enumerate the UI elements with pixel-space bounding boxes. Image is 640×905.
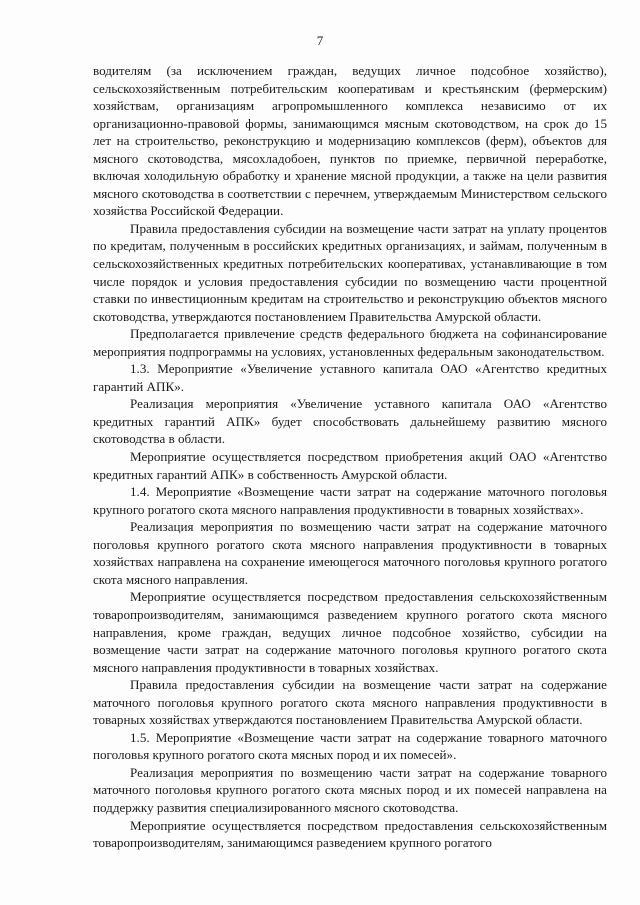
paragraph-measure-1-4-rules: Правила предоставления субсидии на возмещение части затрат на содержание маточного поголовья крупного рогатого скота мясного направления продуктивности в товарных хозяйствах утверждаются постановлением Правительства Амурской области. [93, 677, 607, 728]
paragraph-measure-1-5-implementation: Реализация мероприятия по возмещению части затрат на содержание товарного маточного поголовья крупного рогатого скота мясных пород и их помесей направлена на поддержку развития специализированного мясного скотоводства. [93, 764, 607, 815]
paragraph-measure-1-4-subsidy: Мероприятие осуществляется посредством предоставления сельскохозяйственным товаропроизводителям, занимающимся разведением крупного рогатого скота мясного направления, кроме граждан, ведущих личное подсобное хозяйство, субсидии на возмещение части затрат на содержание маточного поголовья крупного рогатого скота мясного направления продуктивности в товарных хозяйствах. [93, 589, 607, 675]
paragraph-measure-1-5-subsidy: Мероприятие осуществляется посредством предоставления сельскохозяйственным товаропроизводителям, занимающимся разведением крупного рогатого [93, 817, 607, 851]
paragraph-federal-cofinancing: Предполагается привлечение средств федерального бюджета на софинансирование мероприятия подпрограммы на условиях, установленных федеральным законодательством. [93, 326, 607, 359]
paragraph-interest-subsidy-rules: Правила предоставления субсидии на возмещение части затрат на уплату процентов по кредитам, полученным в российских кредитных организациях, и займам, полученным в сельскохозяйственных кредитных потребительских кооперативах, устанавливающие в том числе порядок и условия предоставления субсидии по возмещению части процентной ставки по инвестиционным кредитам на строительство и реконструкцию объектов мясного скотоводства, утверждаются постановлением Правительства Амурской области. [93, 220, 607, 324]
heading-measure-1-5: 1.5. Мероприятие «Возмещение части затрат на содержание товарного маточного поголовья крупного рогатого скота мясных пород и их помесей». [93, 729, 607, 763]
paragraph-measure-1-3-implementation: Реализация мероприятия «Увеличение уставного капитала ОАО «Агентство кредитных гарантий АПК» будет способствовать дальнейшему развитию мясного скотоводства в области. [93, 396, 607, 447]
heading-measure-1-4: 1.4. Мероприятие «Возмещение части затрат на содержание маточного поголовья крупного рогатого скота мясного направления продуктивности в товарных хозяйствах». [93, 484, 607, 517]
paragraph-measure-1-3-shares: Мероприятие осуществляется посредством приобретения акций ОАО «Агентство кредитных гарантий АПК» в собственность Амурской области. [93, 449, 607, 482]
page-body [93, 62, 607, 852]
heading-measure-1-3: 1.3. Мероприятие «Увеличение уставного капитала ОАО «Агентство кредитных гарантий АПК». [93, 361, 607, 394]
paragraph-continuation: водителям (за исключением граждан, ведущих личное подсобное хозяйство), сельскохозяйственным потребительским кооперативам и крестьянским (фермерским) хозяйствам, организациям агропромышленного комплекса независимо от их организационно-правовой формы, занимающимся мясным скотоводством, на срок до 15 лет на строительство, реконструкцию и модернизацию комплексов (ферм), объектов для мясного скотоводства, мясохладобоен, пунктов по приемке, первичной переработке, включая холодильную обработку и хранение мясной продукции, а также на цели развития мясного скотоводства в соответствии с перечнем, утверждаемым Министерством сельского хозяйства Российской Федерации. [93, 63, 607, 219]
paragraph-measure-1-4-implementation: Реализация мероприятия по возмещению части затрат на содержание маточного поголовья крупного рогатого скота мясного направления продуктивности в товарных хозяйствах направлена на сохранение имеющегося маточного поголовья крупного рогатого скота мясного направления. [93, 519, 607, 587]
page-number: 7 [316, 33, 324, 48]
